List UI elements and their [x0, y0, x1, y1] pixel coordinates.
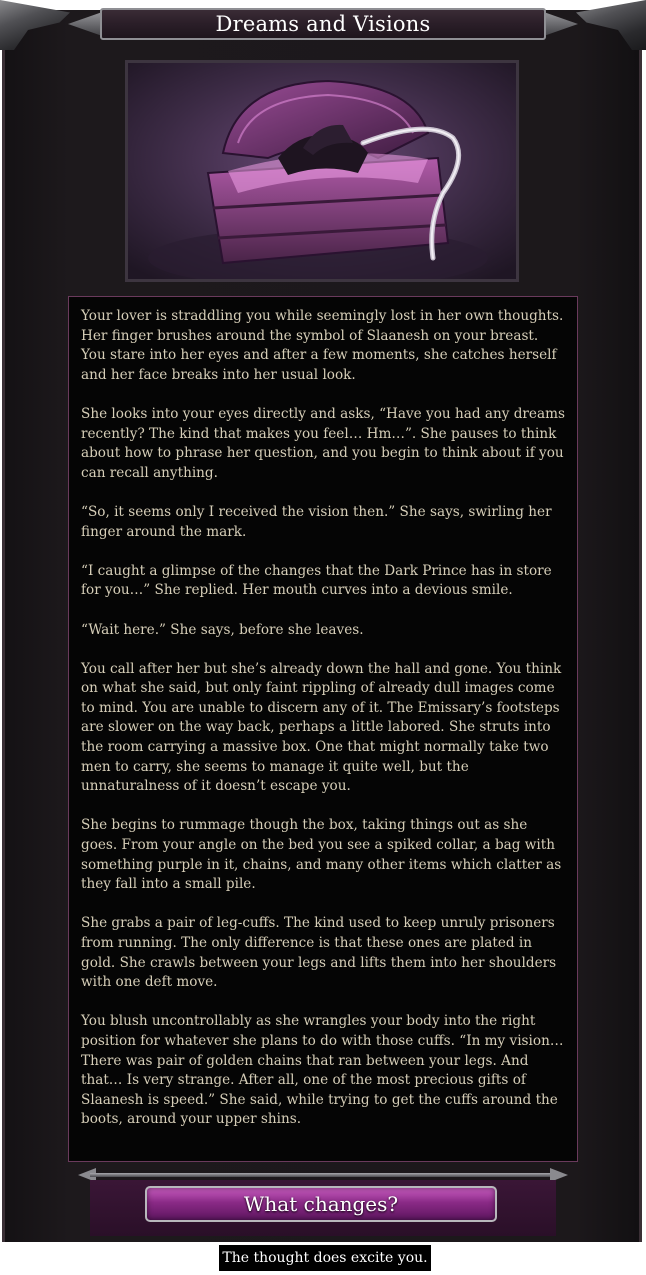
story-paragraph: You blush uncontrollably as she wrangles your body into the right position for whatever she plans to do with those cuffs. “In my vision… There was pair of golden chains that ran between your legs. And that… Is very strange. After all, one of the most precious gifts of Slaanesh is speed.” She said, while trying to get the cuffs around the boots, around your upper shins.: [81, 1013, 564, 1128]
title-banner: [78, 4, 568, 44]
event-illustration: [125, 60, 519, 282]
divider-bar: [90, 1173, 556, 1177]
title-plate: [100, 8, 546, 40]
story-paragraph: Your lover is straddling you while seemingly lost in her own thoughts. Her finger brushes around the symbol of Slaanesh on your breast. You stare into her eyes and after a few moments, she catches herself and her face breaks into her usual look.: [81, 308, 564, 383]
event-title: Dreams and Visions: [215, 12, 431, 36]
story-paragraph: “Wait here.” She says, before she leaves.: [81, 621, 364, 638]
story-paragraph: “So, it seems only I received the vision then.” She says, swirling her finger around the mark.: [81, 503, 552, 540]
story-paragraph: “I caught a glimpse of the changes that the Dark Prince has in store for you…” She replied. Her mouth curves into a devious smile.: [81, 562, 552, 599]
story-paragraph: You call after her but she’s already down the hall and gone. You think on what she said, but only faint rippling of already dull images come to mind. You are unable to discern any of it. The Emissary’s footsteps are slower on the way back, perhaps a little labored. She struts into the room carrying a massive box. One that might normally take two men to carry, she seems to manage it quite well, but the unnaturalness of it doesn’t escape you.: [81, 660, 562, 795]
choice-tooltip: The thought does excite you.: [219, 1245, 431, 1271]
story-paragraph: She begins to rummage though the box, taking things out as she goes. From your angle on the bed you see a spiked collar, a bag with something purple in it, chains, and many other items which clatter as they fall into a small pile.: [81, 817, 562, 893]
story-paragraph: She looks into your eyes directly and asks, “Have you had any dreams recently? The kind that makes you feel… Hm…”. She pauses to think about how to phrase her question, and you begin to think about if you can recall anything.: [81, 405, 565, 481]
chest-illustration-image: [128, 63, 516, 279]
story-paragraph: She grabs a pair of leg-cuffs. The kind used to keep unruly prisoners from running. The only difference is that these ones are plated in gold. She crawls between your legs and lifts them into her shoulders with one deft move.: [81, 915, 557, 991]
event-description: [68, 296, 578, 1162]
choice-button-what-changes[interactable]: [145, 1186, 497, 1222]
choice-label: What changes?: [243, 1192, 399, 1216]
